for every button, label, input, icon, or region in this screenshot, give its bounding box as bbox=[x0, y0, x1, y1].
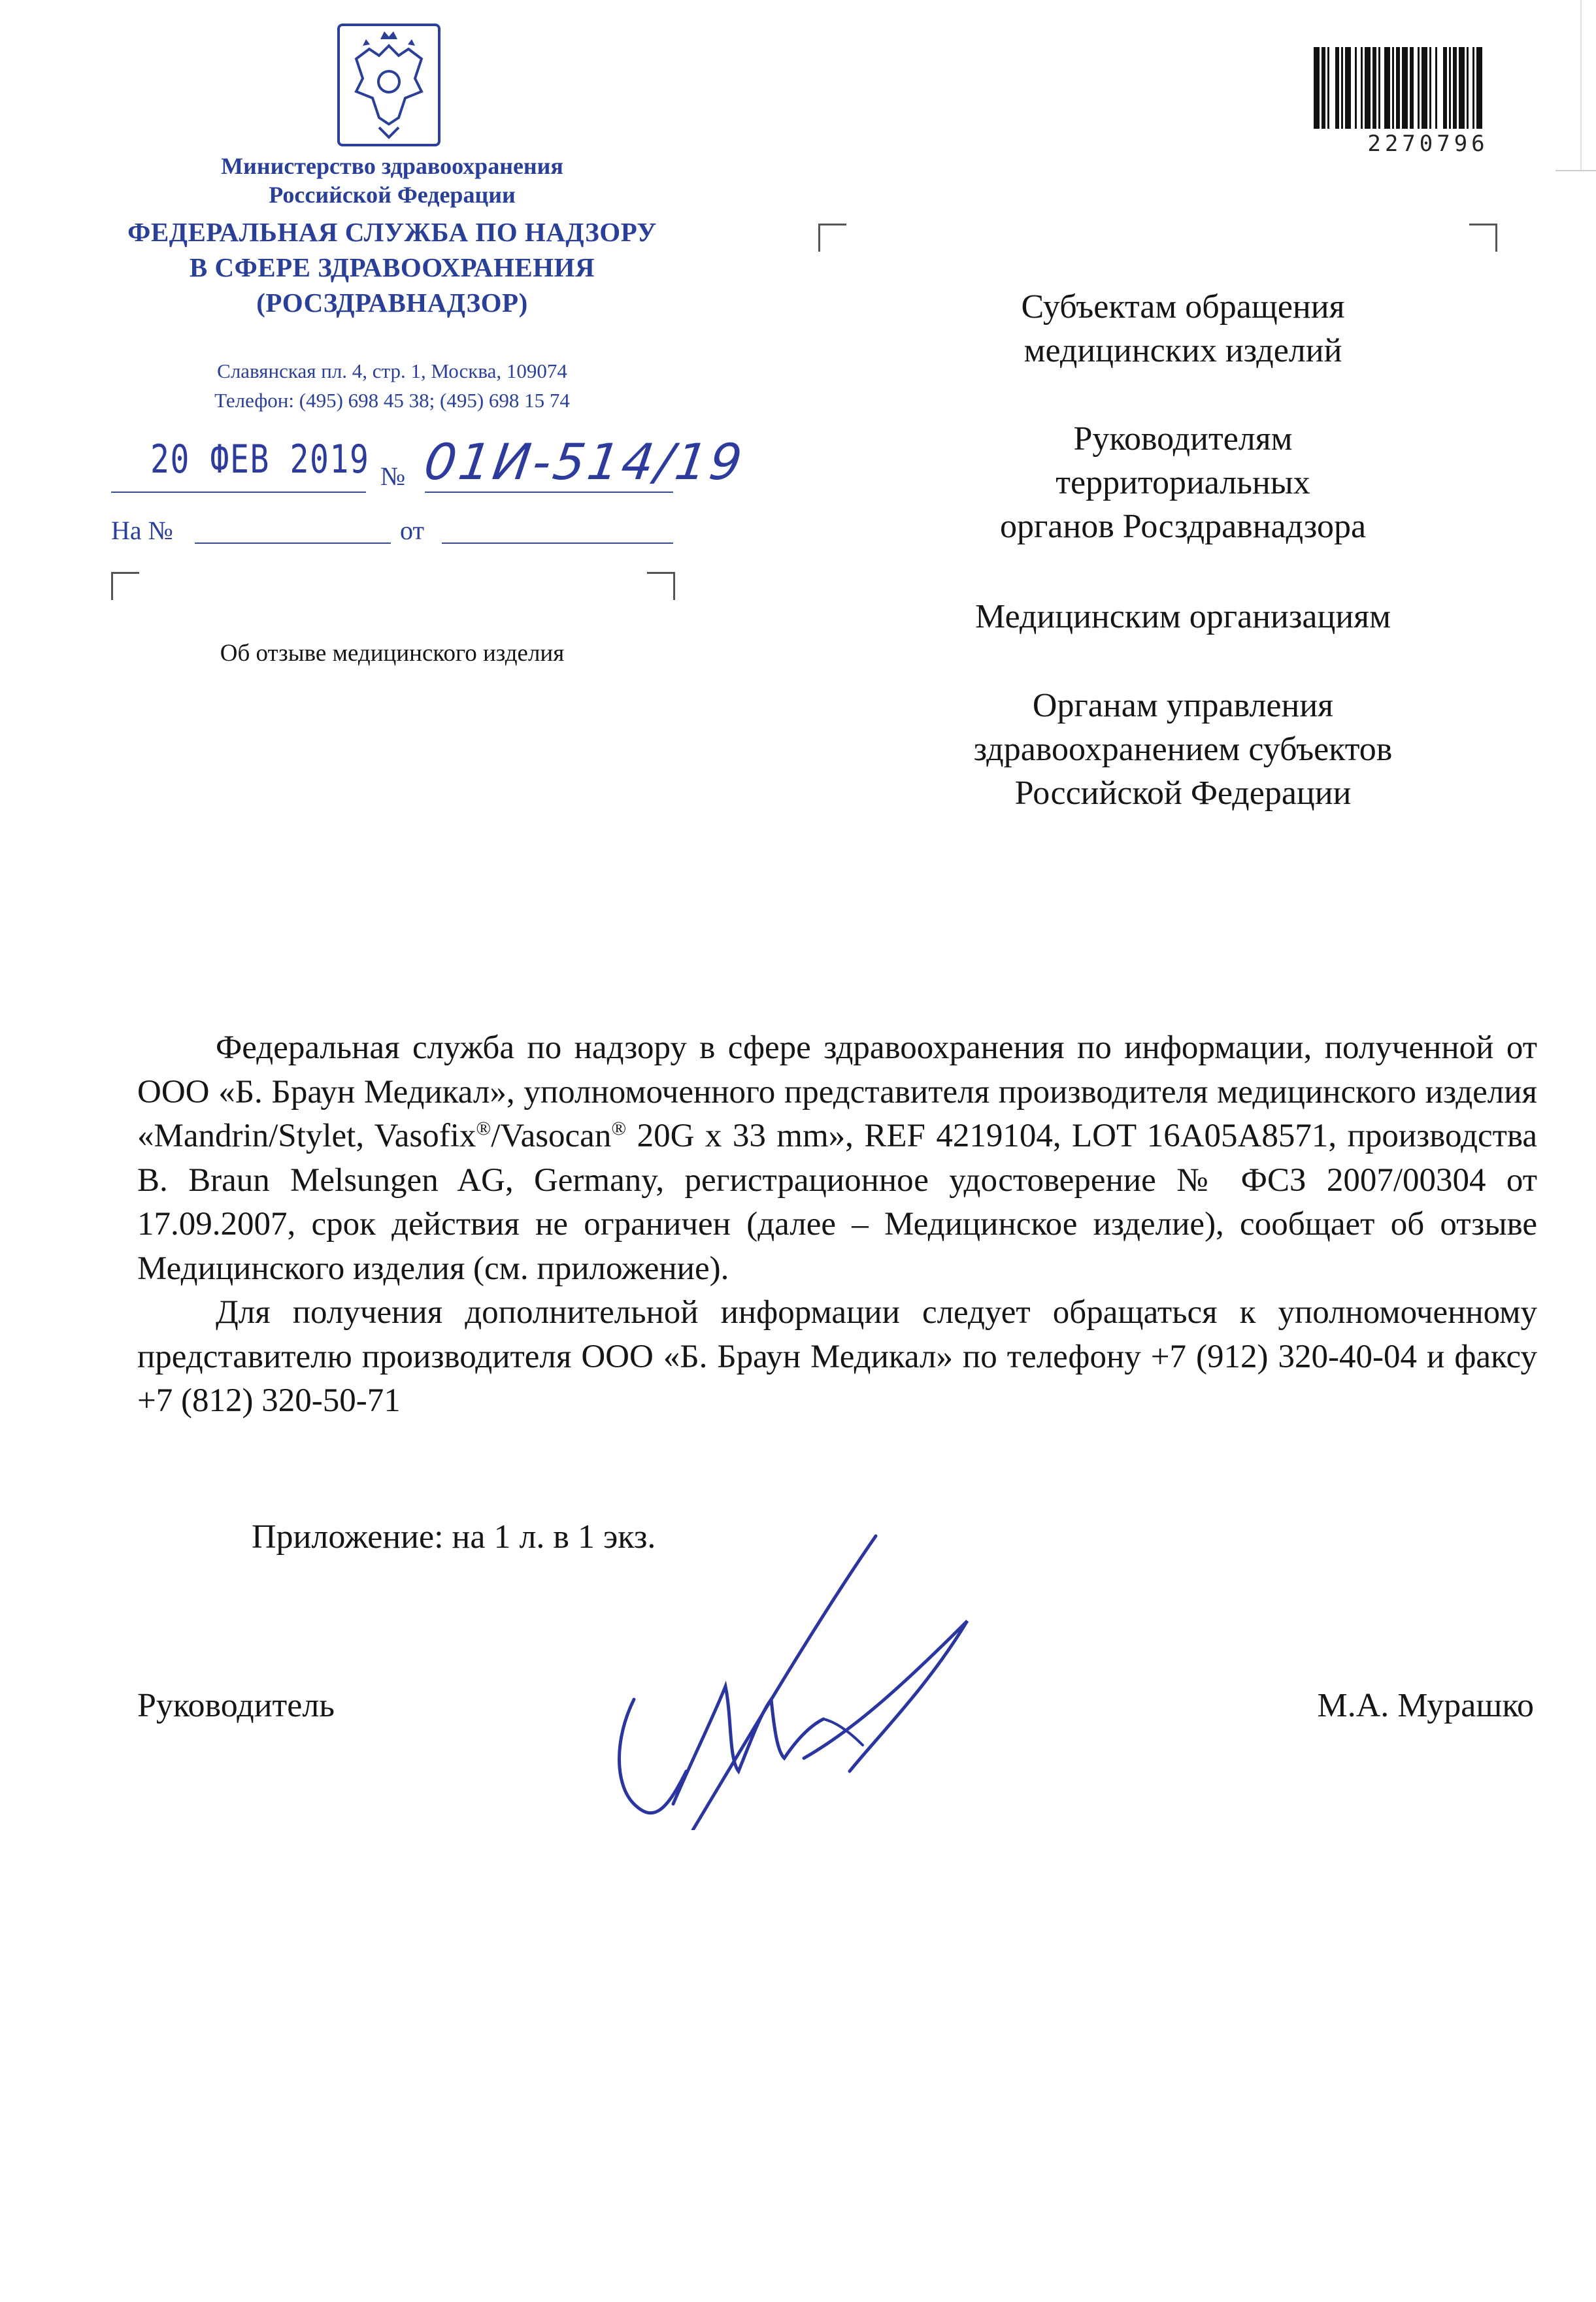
addressee-2 bbox=[902, 417, 1464, 548]
letterhead-phone: Телефон: (495) 698 45 38; (495) 698 15 74 bbox=[214, 389, 570, 412]
service-line-1: ФЕДЕРАЛЬНАЯ СЛУЖБА ПО НАДЗОРУ bbox=[127, 217, 657, 247]
addressee-1-line-2: медицинских изделий bbox=[1023, 332, 1342, 369]
address-corner-right bbox=[1469, 224, 1497, 252]
addressee-4 bbox=[902, 684, 1464, 815]
ministry-line-2: Российской Федерации bbox=[269, 182, 516, 208]
signatory-name: М.А. Мурашко bbox=[1317, 1687, 1534, 1724]
page-edge-line bbox=[1555, 170, 1596, 171]
body-paragraph-2: Для получения дополнительной информации следует обращаться к уполномоченному представителю производителя ООО «Б. Браун Медикал» по телефону +7 (912) 320-40-04 и факсу +7 (812) 320-50-71 bbox=[137, 1294, 1537, 1419]
service-line-2: В СФЕРЕ ЗДРАВООХРАНЕНИЯ bbox=[189, 252, 595, 282]
service-line-3: (РОСЗДРАВНАДЗОР) bbox=[256, 288, 528, 318]
registration-date: 20 ФЕВ 2019 bbox=[150, 437, 370, 482]
addressee-4-line-1: Органам управления bbox=[1032, 687, 1334, 724]
coat-of-arms-emblem-icon bbox=[333, 20, 444, 150]
subject-line: Об отзыве медицинского изделия bbox=[220, 640, 565, 667]
registered-mark-1: ® bbox=[476, 1118, 491, 1139]
registration-number: 01И-514/19 bbox=[420, 433, 748, 491]
subject-corner-right bbox=[647, 572, 675, 600]
addressee-4-line-3: Российской Федерации bbox=[1014, 775, 1352, 812]
addressee-2-line-1: Руководителям bbox=[1073, 420, 1293, 458]
number-underline bbox=[425, 492, 673, 493]
ref-from-underline bbox=[442, 542, 673, 544]
barcode-icon bbox=[1314, 47, 1542, 135]
body-p1-part3: 20G x 33 mm», REF 4219104, LOT 16A05A8571, производства B. Braun Melsungen AG, Germany, регистрационное удостоверение № ФСЗ 2007/00304 от 17.09.2007, срок действия не ограничен (далее – Медицинское изделие), сообщает об отзыве Медицинского изделия (см. приложение). bbox=[137, 1118, 1537, 1287]
ref-from-label: от bbox=[400, 516, 424, 545]
handwritten-signature-icon bbox=[588, 1523, 993, 1830]
addressee-2-line-3: органов Росздравнадзора bbox=[999, 508, 1367, 545]
attachment-note: Приложение: на 1 л. в 1 экз. bbox=[252, 1518, 656, 1556]
page-edge-vertical bbox=[1580, 0, 1582, 170]
letterhead-address: Славянская пл. 4, стр. 1, Москва, 109074 bbox=[217, 359, 567, 382]
signatory-position: Руководитель bbox=[137, 1687, 335, 1724]
subject-corner-left bbox=[111, 572, 139, 600]
ref-number-underline bbox=[195, 542, 391, 544]
date-underline bbox=[111, 492, 366, 493]
ref-number-label: На № bbox=[111, 516, 173, 545]
addressee-1 bbox=[902, 285, 1464, 373]
number-label: № bbox=[380, 461, 406, 491]
body-p1-part2: /Vasocan bbox=[491, 1118, 612, 1154]
addressee-2-line-2: территориальных bbox=[1056, 464, 1310, 501]
addressee-3-line-1: Медицинским организациям bbox=[975, 598, 1391, 635]
addressee-4-line-2: здравоохранением субъектов bbox=[973, 731, 1393, 768]
barcode-number: 2270796 bbox=[1367, 131, 1489, 157]
letter-body bbox=[137, 1026, 1537, 1424]
addressee-1-line-1: Субъектам обращения bbox=[1021, 288, 1345, 325]
addressee-3 bbox=[902, 595, 1464, 639]
registered-mark-2: ® bbox=[611, 1118, 627, 1139]
body-paragraph-1 bbox=[137, 1026, 1537, 1291]
address-corner-left bbox=[818, 224, 846, 252]
ministry-line-1: Министерство здравоохранения bbox=[221, 153, 563, 179]
body-p1-part1: Федеральная служба по надзору в сфере здравоохранения по информации, полученной от ООО «Б. Браун Медикал», уполномоченного представителя производителя медицинского изделия «Mandrin/Stylet, Vasofix bbox=[137, 1029, 1537, 1154]
